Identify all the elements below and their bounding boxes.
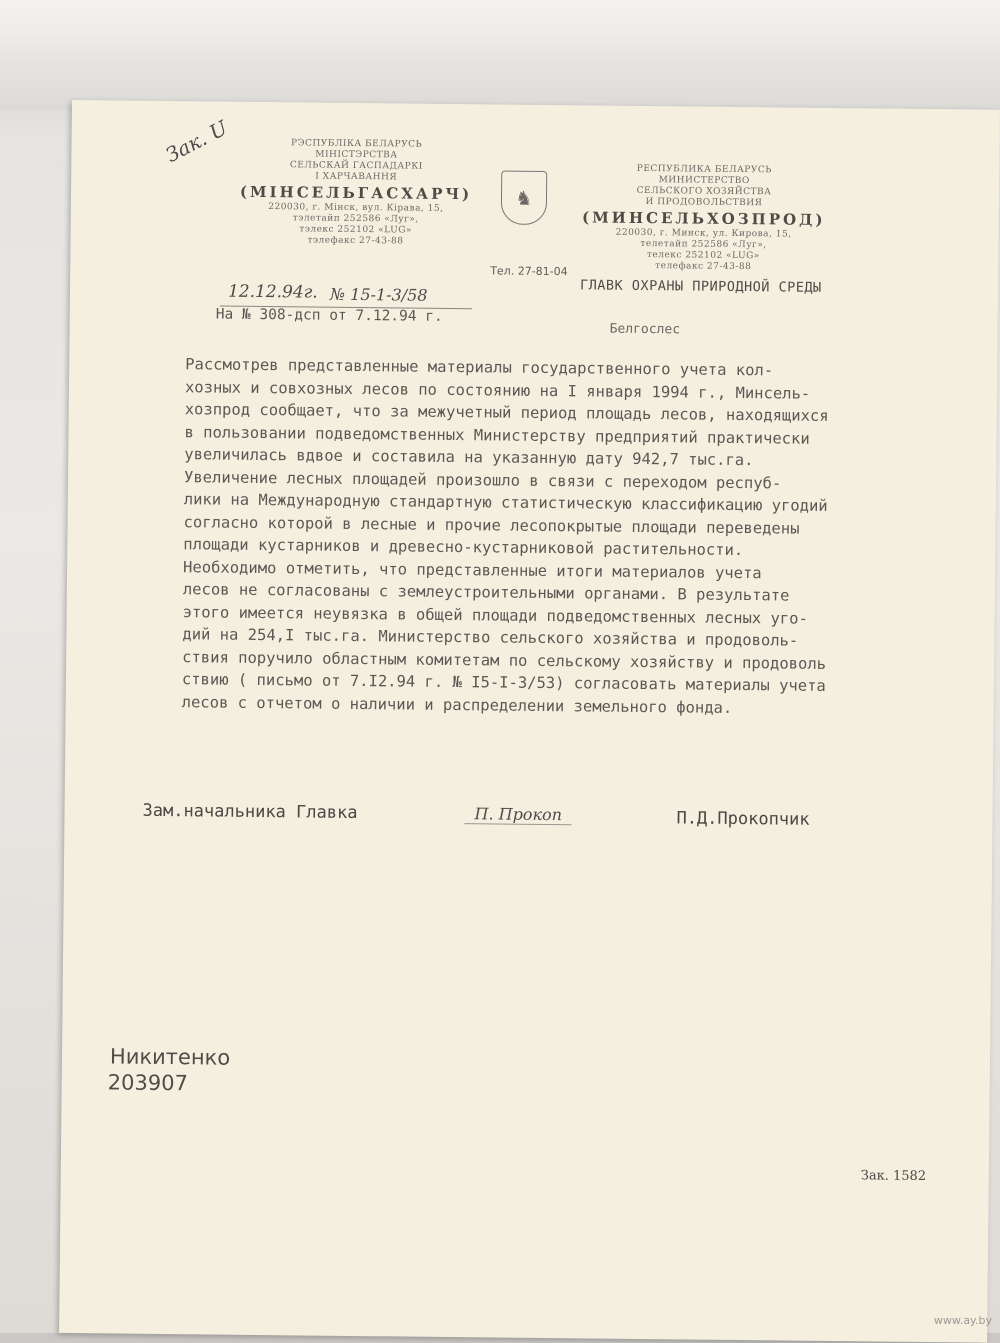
letterhead-left-ministry-1: МІНІСТЭРСТВА (315, 149, 398, 161)
letterhead-right-ministry-1: МИНИСТЕРСТВО (658, 175, 750, 187)
reference-line: На № 308-дсп от 7.12.94 г. (215, 306, 443, 325)
signatory-name: П.Д.Прокопчик (676, 808, 810, 830)
date-number-field (220, 281, 472, 310)
order-number: Зак. 1582 (860, 1168, 927, 1185)
body-line: ствия поручило областным комитетам по сельскому хозяйству и продоволь (182, 647, 827, 673)
body-line: площади кустарников и древесно-кустарниковой растительности. (183, 535, 744, 560)
body-line: Увеличение лесных площадей произошло в связи с переходом респуб- (183, 467, 782, 492)
handwritten-date: 12.12.94г. (227, 281, 318, 303)
phone-number: Тел. 27-81-04 (490, 264, 568, 279)
letterhead-right-ministry-3: И ПРОДОВОЛЬСТВИЯ (645, 197, 763, 209)
body-line: увеличилась вдвое и составила на указанную дату 942,7 тыс.га. (184, 445, 754, 470)
addressee-main: ГЛАВК ОХРАНЫ ПРИРОДНОЙ СРЕДЫ (580, 277, 822, 296)
letterhead-left-address-3: тэлекс 252102 «LUG» (299, 224, 412, 236)
coat-of-arms-icon: ♞ (501, 170, 548, 224)
handwritten-signature: П. Прокоп (464, 804, 572, 825)
document-sheet (59, 100, 1000, 1343)
body-line: дий на 254,I тыс.га. Министерство сельского хозяйства и продоволь- (182, 625, 799, 650)
letterhead-right (568, 163, 839, 274)
letterhead-right-ministry-2: СЕЛЬСКОГО ХОЗЯЙСТВА (636, 185, 772, 198)
executor-name: Никитенко (109, 1044, 231, 1070)
body-line: этого имеется неувязка в общей площади подведомственных лесных уго- (182, 602, 808, 628)
table-surface (0, 0, 1000, 110)
letterhead-right-address-4: телефакс 27-43-88 (655, 261, 752, 273)
addressee-sub: Белгослес (609, 321, 681, 338)
body-line: согласно которой в лесные и прочие лесопокрытые площади переведены (183, 512, 800, 538)
body-line: в пользовании подведомственных Министерству предприятий практически (184, 422, 810, 448)
letterhead-left-address-2: тэлетайп 252586 «Луг», (292, 213, 419, 225)
letterhead-left-ministry-3: І ХАРЧАВАННЯ (315, 171, 398, 183)
body-line: лики на Международную стандартную статистическую классификацию угодий (183, 490, 828, 515)
handwritten-corner-note: Зак. U (161, 115, 232, 168)
letterhead-left-abbr: (МІНСЕЛЬГАСХАРЧ) (239, 182, 473, 204)
letterhead-right-abbr: (МИНСЕЛЬХОЗПРОД) (581, 208, 826, 229)
letterhead-right-country: РЕСПУБЛИКА БЕЛАРУСЬ (636, 163, 772, 176)
body-line: Необходимо отметить, что представленные итоги материалов учета (183, 557, 762, 582)
watermark: www.ay.by (933, 1314, 992, 1327)
letter-body (182, 353, 830, 720)
body-line: хозпрод сообщает, что за межучетный период площадь лесов, находящихся (184, 400, 829, 425)
letterhead-left-country: РЭСПУБЛІКА БЕЛАРУСЬ (290, 138, 423, 150)
body-line: лесов не согласованы с землеустроительными органами. В результате (182, 580, 790, 605)
letterhead-left (220, 138, 491, 249)
letterhead-left-address-1: 220030, г. Мінск, вул. Кірава, 15, (268, 202, 444, 214)
handwritten-number: № 15-1-3/58 (329, 284, 428, 305)
executor-phone: 203907 (107, 1070, 189, 1096)
body-line: лесов с отчетом о наличии и распределении земельного фонда. (181, 692, 733, 717)
letterhead-left-address-4: тэлефакс 27-43-88 (307, 235, 404, 247)
letterhead-left-ministry-2: СЕЛЬСКАЙ ГАСПАДАРКІ (289, 160, 423, 172)
body-line: хозных и совхозных лесов по состоянию на I января 1994 г., Минсель- (184, 377, 811, 403)
body-line: ствию ( письмо от 7.I2.94 г. № I5-I-3/53) согласовать материалы учета (181, 670, 826, 695)
letterhead-right-address-1: 220030, г. Минск, ул. Кирова, 15, (615, 227, 792, 240)
letterhead-right-address-3: телекс 252102 «LUG» (646, 250, 760, 262)
letterhead-right-address-2: телетайп 252586 «Луг», (640, 238, 767, 251)
body-line: Рассмотрев представленные материалы государственного учета кол- (185, 355, 774, 380)
signatory-title: Зам.начальника Главка (142, 800, 358, 824)
